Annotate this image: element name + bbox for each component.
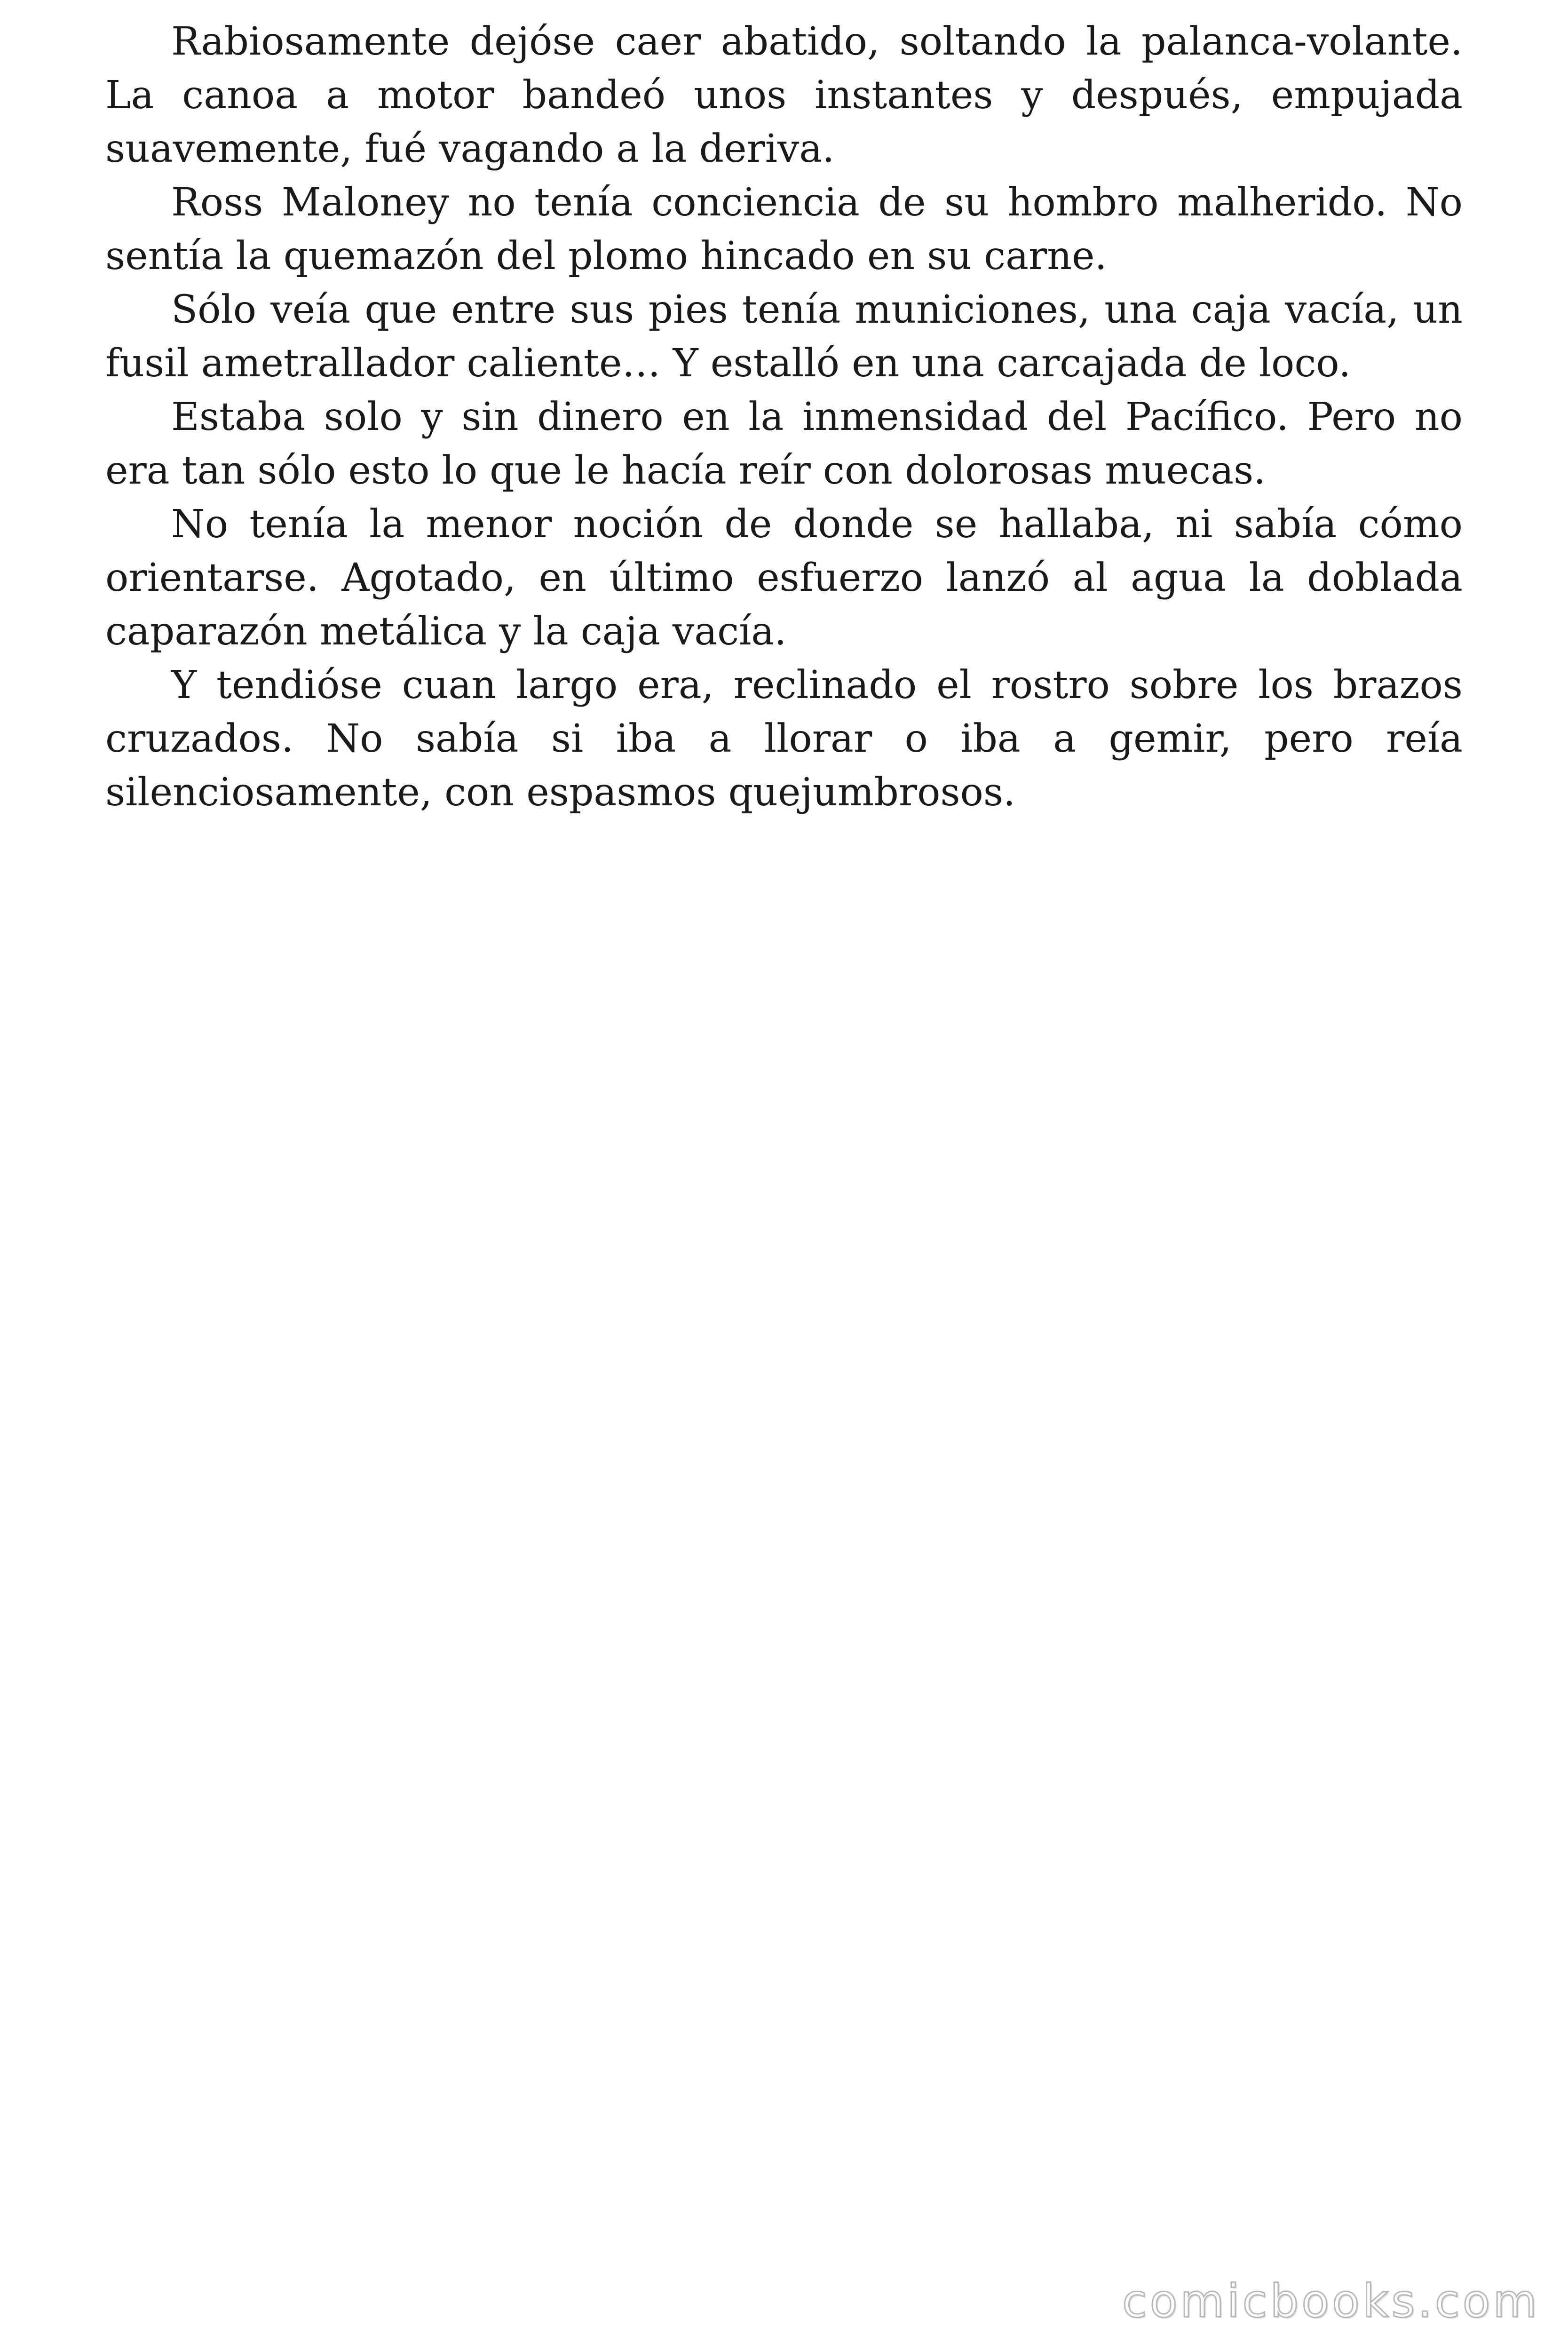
page-body — [105, 15, 1463, 819]
paragraph-5: No tenía la menor noción de donde se hallaba, ni sabía cómo orientarse. Agotado, en último esfuerzo lanzó al agua la doblada caparazón metálica y la caja vacía. — [105, 502, 1463, 654]
paragraph-6: Y tendióse cuan largo era, reclinado el rostro sobre los brazos cruzados. No sabía si iba a llorar o iba a gemir, pero reía silenciosamente, con espasmos quejumbrosos. — [105, 663, 1463, 815]
paragraph-1: Rabiosamente dejóse caer abatido, soltando la palanca-volante. La canoa a motor bandeó unos instantes y después, empujada suavemente, fué vagando a la deriva. — [105, 19, 1463, 171]
paragraph-2: Ross Maloney no tenía conciencia de su hombro malherido. No sentía la quemazón del plomo hincado en su carne. — [105, 180, 1463, 278]
watermark: comicbooks.com — [1122, 2275, 1540, 2328]
paragraph-4: Estaba solo y sin dinero en la inmensidad del Pacífico. Pero no era tan sólo esto lo que le hacía reír con dolorosas muecas. — [105, 395, 1463, 493]
paragraph-3: Sólo veía que entre sus pies tenía municiones, una caja vacía, un fusil ametrallador caliente… Y estalló en una carcajada de loco. — [105, 287, 1463, 386]
